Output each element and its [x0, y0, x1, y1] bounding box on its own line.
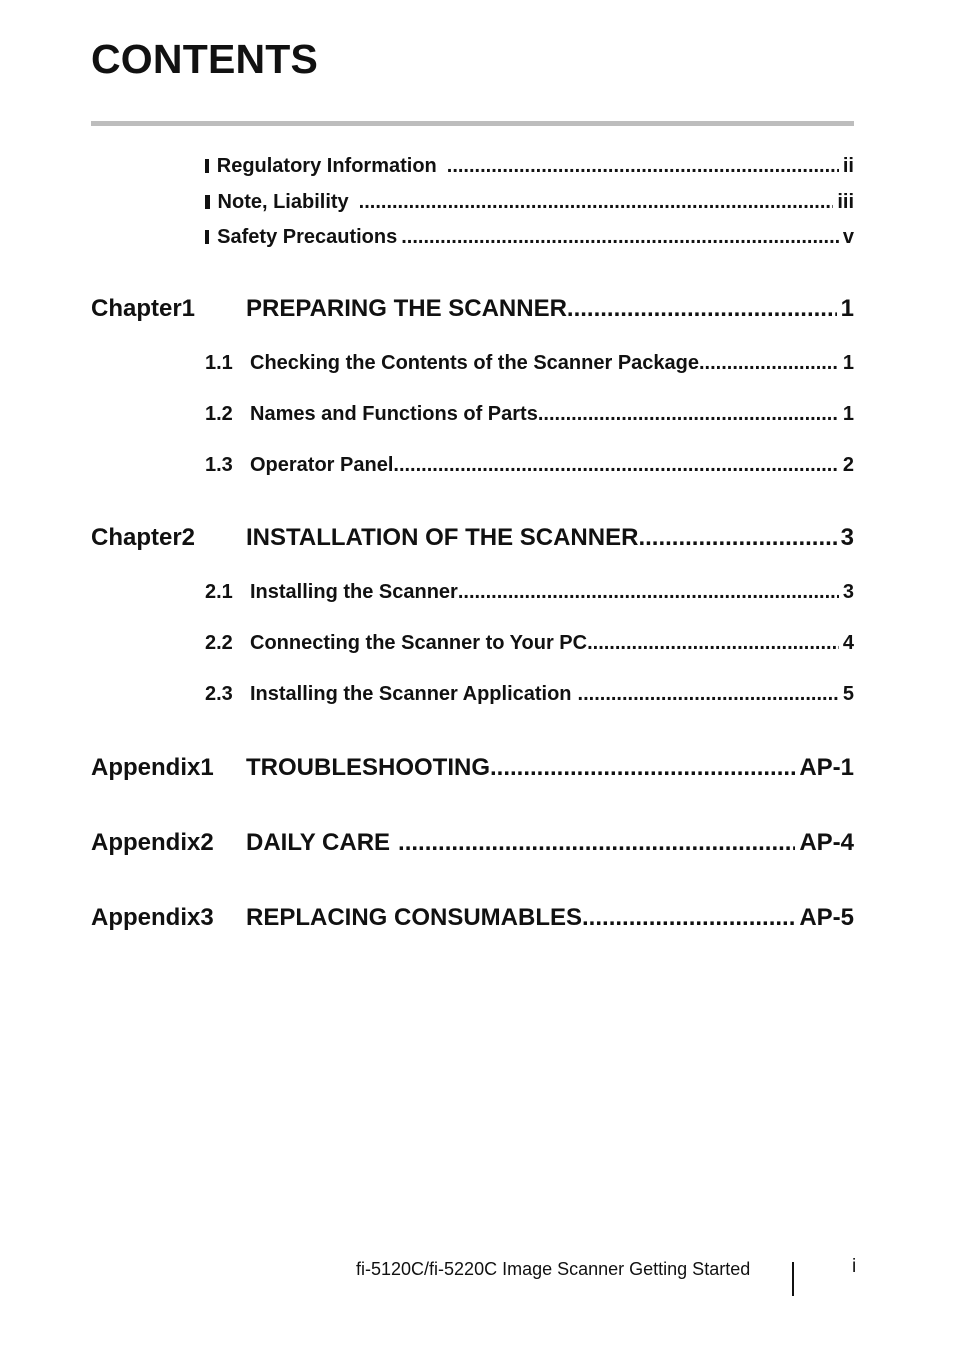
toc-chapter-1[interactable] — [91, 293, 854, 325]
toc-entry-label: Safety Precautions — [217, 226, 398, 248]
toc-entry-page: iii — [837, 191, 854, 213]
chapter-page: 3 — [840, 524, 854, 551]
toc-section-1-2[interactable] — [205, 401, 854, 427]
toc-section-2-3[interactable] — [205, 681, 854, 707]
square-bullet-icon — [205, 195, 210, 209]
dot-leader — [401, 224, 839, 250]
section-title: Checking the Contents of the Scanner Package — [250, 352, 699, 374]
chapter-number: Chapter2 — [91, 524, 196, 551]
dot-leader — [578, 681, 839, 707]
section-number: 1.1 — [205, 352, 233, 374]
toc-entry-label: Regulatory Information — [216, 155, 437, 177]
dot-leader — [699, 350, 839, 376]
section-number: 1.2 — [205, 403, 233, 425]
toc-entry-page: ii — [842, 155, 854, 177]
dot-leader — [638, 522, 836, 554]
dot-leader — [538, 401, 839, 427]
chapter-number: Chapter1 — [91, 295, 196, 322]
section-title: Operator Panel — [250, 454, 394, 476]
chapter-title: PREPARING THE SCANNER — [246, 295, 567, 322]
appendix-number: Appendix3 — [91, 904, 214, 931]
chapter-title: INSTALLATION OF THE SCANNER — [246, 524, 639, 551]
toc-entry-page: v — [842, 226, 854, 248]
toc-appendix-2[interactable] — [91, 827, 854, 859]
dot-leader — [359, 189, 834, 215]
footer-document-title: fi-5120C/fi-5220C Image Scanner Getting Started — [356, 1259, 751, 1279]
toc-entry-safety-precautions[interactable] — [205, 224, 854, 250]
toc-entry-note-liability[interactable] — [205, 189, 854, 215]
appendix-number: Appendix2 — [91, 829, 214, 856]
toc-section-2-1[interactable] — [205, 579, 854, 605]
page-title: CONTENTS — [91, 36, 319, 82]
title-divider — [91, 121, 854, 126]
dot-leader — [398, 827, 795, 859]
section-page: 2 — [842, 454, 854, 476]
section-page: 4 — [842, 632, 854, 654]
section-title: Installing the Scanner Application — [250, 683, 572, 705]
square-bullet-icon — [205, 159, 209, 173]
footer-page-number: i — [852, 1256, 857, 1277]
section-title: Connecting the Scanner to Your PC — [250, 632, 588, 654]
dot-leader — [447, 153, 839, 179]
section-page: 5 — [842, 683, 854, 705]
section-title: Names and Functions of Parts — [250, 403, 538, 425]
toc-chapter-2[interactable] — [91, 522, 854, 554]
appendix-title: REPLACING CONSUMABLES — [246, 904, 583, 931]
chapter-page: 1 — [840, 295, 854, 322]
appendix-title: TROUBLESHOOTING — [246, 754, 490, 781]
section-number: 1.3 — [205, 454, 233, 476]
dot-leader — [587, 630, 839, 656]
toc-entry-label: Note, Liability — [217, 191, 349, 213]
section-page: 1 — [842, 403, 854, 425]
footer-divider — [792, 1262, 794, 1296]
section-page: 3 — [842, 581, 854, 603]
dot-leader — [490, 752, 795, 784]
appendix-page: AP-1 — [799, 754, 854, 781]
section-number: 2.2 — [205, 632, 233, 654]
toc-section-1-3[interactable] — [205, 452, 854, 478]
toc-section-1-1[interactable] — [205, 350, 854, 376]
toc-section-2-2[interactable] — [205, 630, 854, 656]
toc-appendix-1[interactable] — [91, 752, 854, 784]
appendix-title: DAILY CARE — [246, 829, 391, 856]
appendix-page: AP-5 — [799, 904, 854, 931]
section-number: 2.3 — [205, 683, 233, 705]
dot-leader — [393, 452, 838, 478]
section-page: 1 — [842, 352, 854, 374]
dot-leader — [567, 293, 837, 325]
section-number: 2.1 — [205, 581, 233, 603]
toc-entry-regulatory-information[interactable] — [205, 153, 854, 179]
section-title: Installing the Scanner — [250, 581, 458, 603]
appendix-page: AP-4 — [799, 829, 854, 856]
dot-leader — [458, 579, 839, 605]
toc-appendix-3[interactable] — [91, 902, 854, 934]
dot-leader — [582, 902, 795, 934]
square-bullet-icon — [205, 230, 209, 244]
appendix-number: Appendix1 — [91, 754, 214, 781]
